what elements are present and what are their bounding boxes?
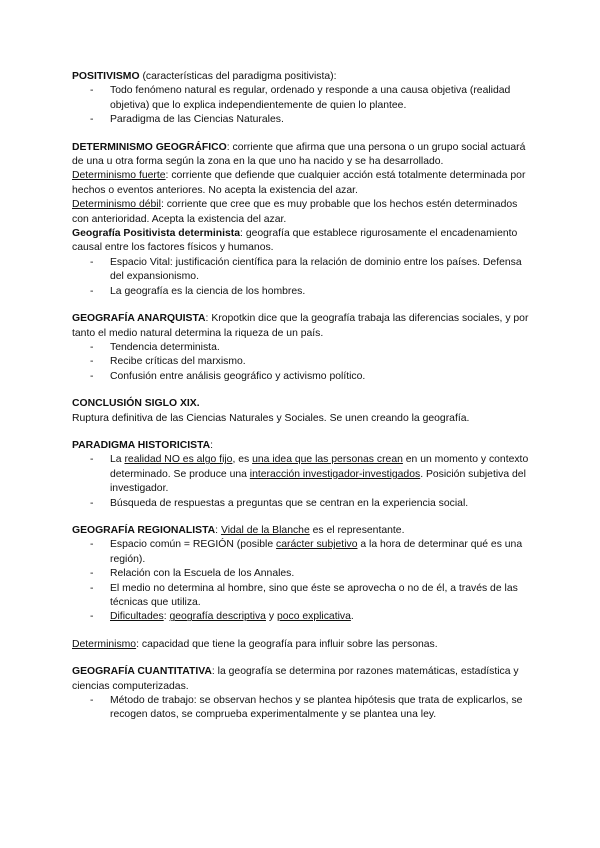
historicista-title: PARADIGMA HISTORICISTA xyxy=(72,439,211,451)
list-item: - Relación con la Escuela de los Annales. xyxy=(110,567,534,581)
text-run: : xyxy=(163,611,170,623)
underlined-phrase: interacción investigador-investigados xyxy=(249,468,421,480)
geografia-positivista-term: Geografía Positivista determinista xyxy=(72,228,241,240)
determinismo-paragraph xyxy=(72,141,534,170)
text-run: y xyxy=(265,611,277,623)
text-run: . Posición subjetiva del investigador. xyxy=(110,468,526,495)
list-item: - Confusión entre análisis geográfico y activismo político. xyxy=(110,370,534,384)
determinismo-title: DETERMINISMO GEOGRÁFICO xyxy=(72,141,227,153)
section-conclusion xyxy=(72,397,534,426)
text-run: , es xyxy=(232,454,253,466)
anarquista-title: GEOGRAFÍA ANARQUISTA xyxy=(72,313,206,325)
underlined-phrase: Dificultades xyxy=(110,611,164,623)
positivismo-list xyxy=(72,84,534,127)
underlined-phrase: poco explicativa xyxy=(276,611,351,623)
positivismo-intro: (características del paradigma positivista): xyxy=(139,71,337,82)
conclusion-heading xyxy=(72,397,534,411)
determinismo-fuerte-term: Determinismo fuerte xyxy=(72,170,166,182)
positivismo-heading xyxy=(72,70,534,84)
cuantitativa-text: : la geografía se determina por razones matemáticas, estadística y ciencias computerizadas. xyxy=(72,666,519,692)
cuantitativa-paragraph xyxy=(72,665,534,694)
cuantitativa-list xyxy=(72,694,534,723)
determinismo-fuerte-paragraph xyxy=(72,169,534,198)
determinismo-def-paragraph xyxy=(72,638,534,652)
historicista-heading xyxy=(72,439,534,453)
regionalista-author: Vidal de la Blanche xyxy=(220,524,310,536)
text-run: La xyxy=(110,454,125,466)
text-run: : xyxy=(215,524,221,536)
determinismo-text: : corriente que afirma que una persona o un grupo social actuará de una u otra forma según la zona en la que uno ha nacido y se ha desarrollado. xyxy=(72,141,526,168)
text-run: Espacio común = REGIÓN (posible xyxy=(110,539,277,551)
underlined-phrase: realidad NO es algo fijo xyxy=(124,454,233,466)
section-determinismo xyxy=(72,141,534,299)
historicista-list xyxy=(72,453,534,511)
list-item xyxy=(110,538,534,567)
list-item: - Búsqueda de respuestas a preguntas que se centran en la experiencia social. xyxy=(110,497,534,511)
anarquista-text: : Kropotkin dice que la geografía trabaja las diferencias sociales, y por tanto el medio natural determina la riqueza de un país. xyxy=(72,313,529,339)
conclusion-title: CONCLUSIÓN SIGLO XIX. xyxy=(72,398,200,410)
document-body xyxy=(72,70,534,723)
conclusion-text: Ruptura definitiva de las Ciencias Naturales y Sociales. Se unen creando la geografía. xyxy=(72,412,470,424)
section-historicista xyxy=(72,439,534,511)
geografia-positivista-paragraph xyxy=(72,227,534,256)
determinismo-debil-paragraph xyxy=(72,198,534,227)
list-item: - Método de trabajo: se observan hechos y se plantea hipótesis que trata de explicarlos, se recogen datos, se comprueba experimentalmente y se plantea una ley. xyxy=(110,694,534,723)
list-item: - Recibe críticas del marxismo. xyxy=(110,355,534,369)
anarquista-list xyxy=(72,341,534,384)
geografia-positivista-text: : geografía que establece rigurosamente el encadenamiento causal entre los factores físicos y humanos. xyxy=(72,228,518,254)
determinismo-debil-text: : corriente que cree que es muy probable que los hechos estén determinados con anterioridad. Acepta la existencia del azar. xyxy=(72,199,518,225)
list-item: - Paradigma de las Ciencias Naturales. xyxy=(110,113,534,127)
underlined-phrase: una idea que las personas crean xyxy=(252,454,403,466)
section-positivismo xyxy=(72,70,534,128)
list-item: - Todo fenómeno natural es regular, ordenado y responde a una causa objetiva (realidad objetiva) que lo explica independientemente de quien lo plantee. xyxy=(110,84,534,113)
historicista-colon: : xyxy=(210,439,214,451)
section-regionalista xyxy=(72,524,534,625)
underlined-phrase: geografía descriptiva xyxy=(169,611,266,623)
cuantitativa-title: GEOGRAFÍA CUANTITATIVA xyxy=(72,666,212,678)
text-run: en un momento y contexto determinado. Se produce una xyxy=(110,454,529,480)
text-run: es el representante. xyxy=(309,524,405,536)
text-run: . xyxy=(350,611,354,623)
list-item: - Tendencia determinista. xyxy=(110,341,534,355)
section-cuantitativa xyxy=(72,665,534,723)
determinismo-fuerte-text: : corriente que defiende que cualquier acción está totalmente determinada por hechos o eventos anteriores. No acepta la existencia del azar. xyxy=(72,170,526,196)
list-item: - Espacio Vital: justificación científica para la relación de dominio entre los países. Defensa del expansionismo. xyxy=(110,256,534,285)
list-item: - La geografía es la ciencia de los hombres. xyxy=(110,285,534,299)
text-run: a la hora de determinar qué es una región). xyxy=(110,539,523,565)
section-determinismo-def xyxy=(72,638,534,652)
regionalista-paragraph xyxy=(72,524,534,538)
regionalista-list xyxy=(72,538,534,624)
list-item: - El medio no determina al hombre, sino que éste se aprovecha o no de él, a través de las técnicas que utiliza. xyxy=(110,582,534,611)
positivismo-title: POSITIVISMO xyxy=(72,71,140,82)
list-item xyxy=(110,453,534,496)
section-anarquista xyxy=(72,312,534,384)
underlined-phrase: carácter subjetivo xyxy=(276,539,358,551)
anarquista-paragraph xyxy=(72,312,534,341)
regionalista-title: GEOGRAFÍA REGIONALISTA xyxy=(72,524,216,536)
determinismo-debil-term: Determinismo débil xyxy=(72,199,161,211)
determinismo-def-text: : capacidad que tiene la geografía para influir sobre las personas. xyxy=(136,638,438,650)
list-item xyxy=(110,610,534,624)
determinismo-list xyxy=(72,256,534,299)
determinismo-def-term: Determinismo xyxy=(72,638,137,650)
